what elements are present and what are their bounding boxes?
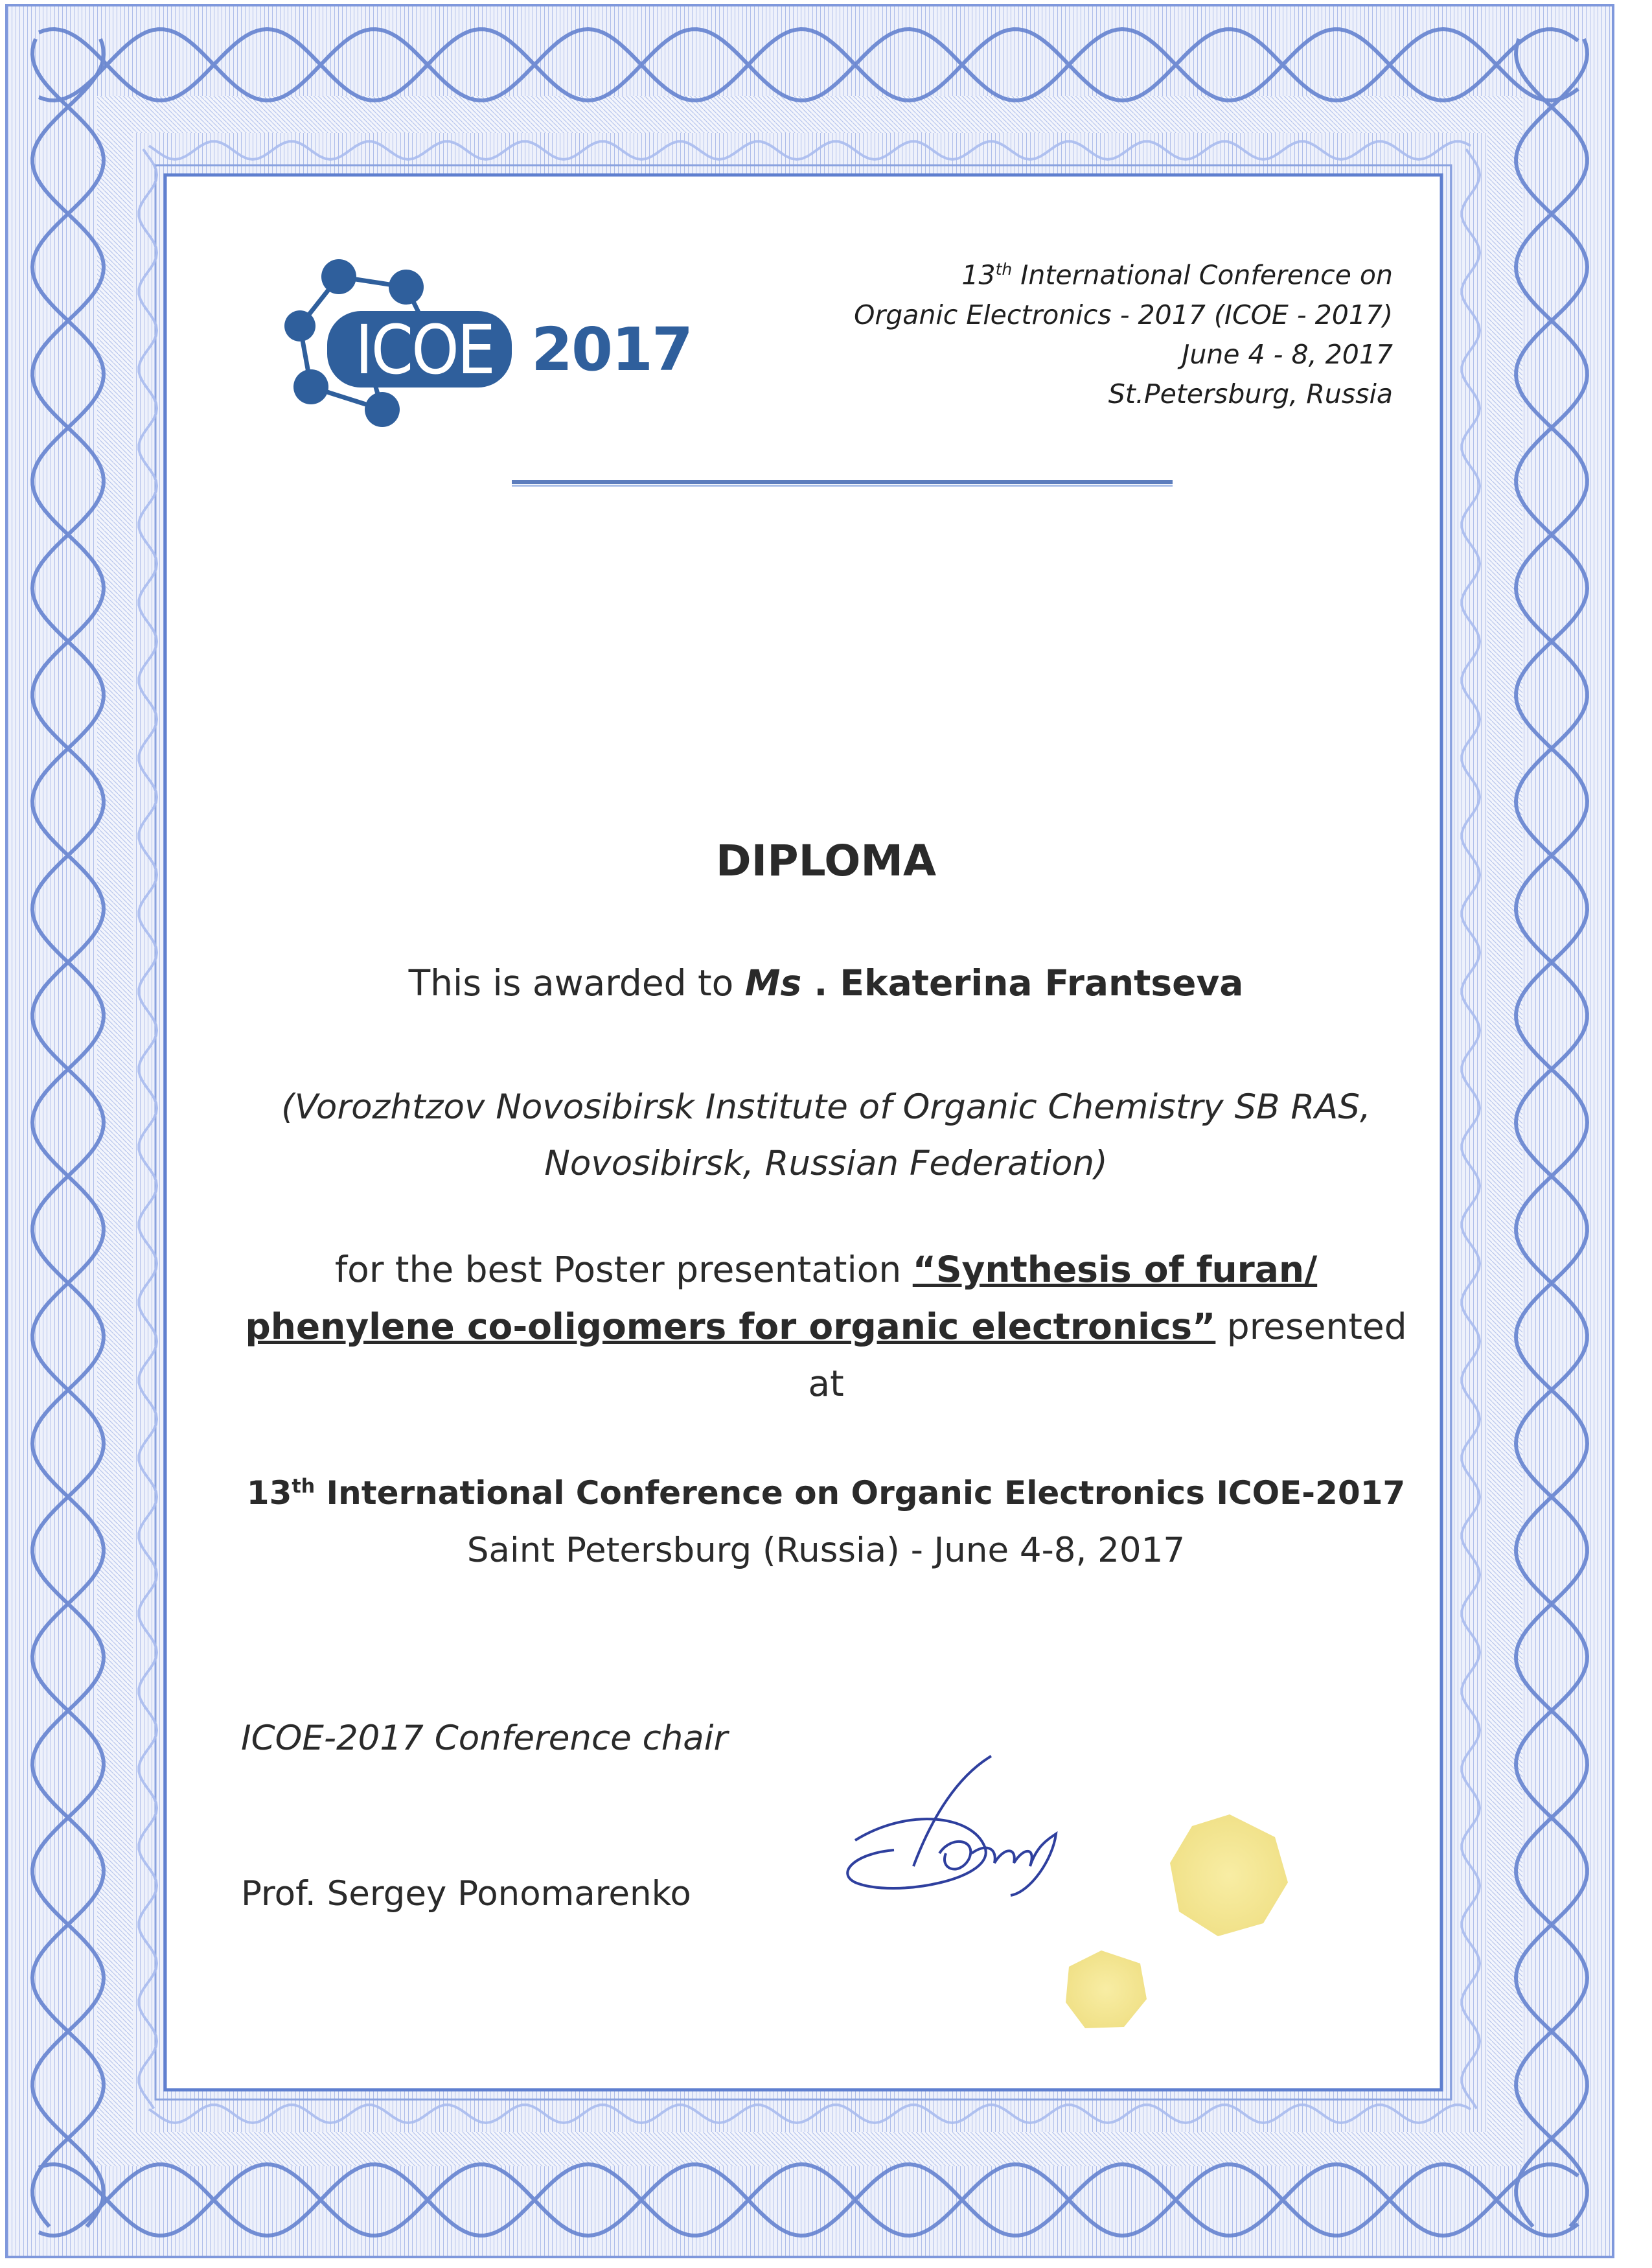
conference-sup: th (292, 1475, 315, 1498)
recipient-name: Ekaterina Frantseva (840, 962, 1244, 1004)
reason-line1 (0, 1241, 1652, 1298)
conference-info-line1-text: International Conference on (1012, 259, 1393, 291)
affiliation-line2: Novosibirsk, Russian Federation) (544, 1144, 1108, 1183)
affiliation-line1: (Vorozhtzov Novosibirsk Institute of Organic Chemistry SB RAS, (281, 1087, 1371, 1127)
award-prefix: This is awarded to (408, 962, 745, 1004)
conference-info-header (745, 249, 1393, 414)
diploma-title: DIPLOMA (715, 836, 937, 886)
recipient-honorific: Ms (744, 962, 802, 1004)
reason-suffix: presented (1215, 1306, 1407, 1347)
conference-info-number: 13 (961, 259, 996, 291)
conference-info-line1 (745, 249, 1393, 295)
reason-line2 (0, 1298, 1652, 1355)
conference-info-dates: June 4 - 8, 2017 (1182, 338, 1393, 370)
presentation-title-part1: “Synthesis of furan/ (912, 1249, 1318, 1290)
logo-year: 2017 (531, 315, 693, 384)
chair-role: ICOE-2017 Conference chair (241, 1718, 728, 1758)
conference-name-text: International Conference on Organic Electronics ICOE-2017 (315, 1474, 1406, 1512)
conference-location: Saint Petersburg (Russia) - June 4-8, 2017 (466, 1531, 1186, 1570)
conference-name (0, 1474, 1652, 1512)
chair-name: Prof. Sergey Ponomarenko (241, 1874, 691, 1914)
reason-at: at (808, 1363, 844, 1404)
logo-acronym: ICOE (355, 310, 494, 389)
reason-prefix: for the best Poster presentation (334, 1249, 913, 1290)
header-divider-line (512, 480, 1173, 487)
award-reason (0, 1241, 1652, 1412)
conference-number: 13 (246, 1474, 292, 1512)
award-line (0, 962, 1652, 1004)
recipient-affiliation (0, 1079, 1652, 1192)
conference-info-line2: Organic Electronics - 2017 (ICOE - 2017) (854, 299, 1393, 330)
presentation-title-part2: phenylene co-oligomers for organic electronics” (245, 1306, 1216, 1347)
conference-info-sup: th (995, 260, 1013, 279)
conference-info-location: St.Petersburg, Russia (1108, 378, 1393, 410)
name-separator: . (801, 962, 840, 1004)
